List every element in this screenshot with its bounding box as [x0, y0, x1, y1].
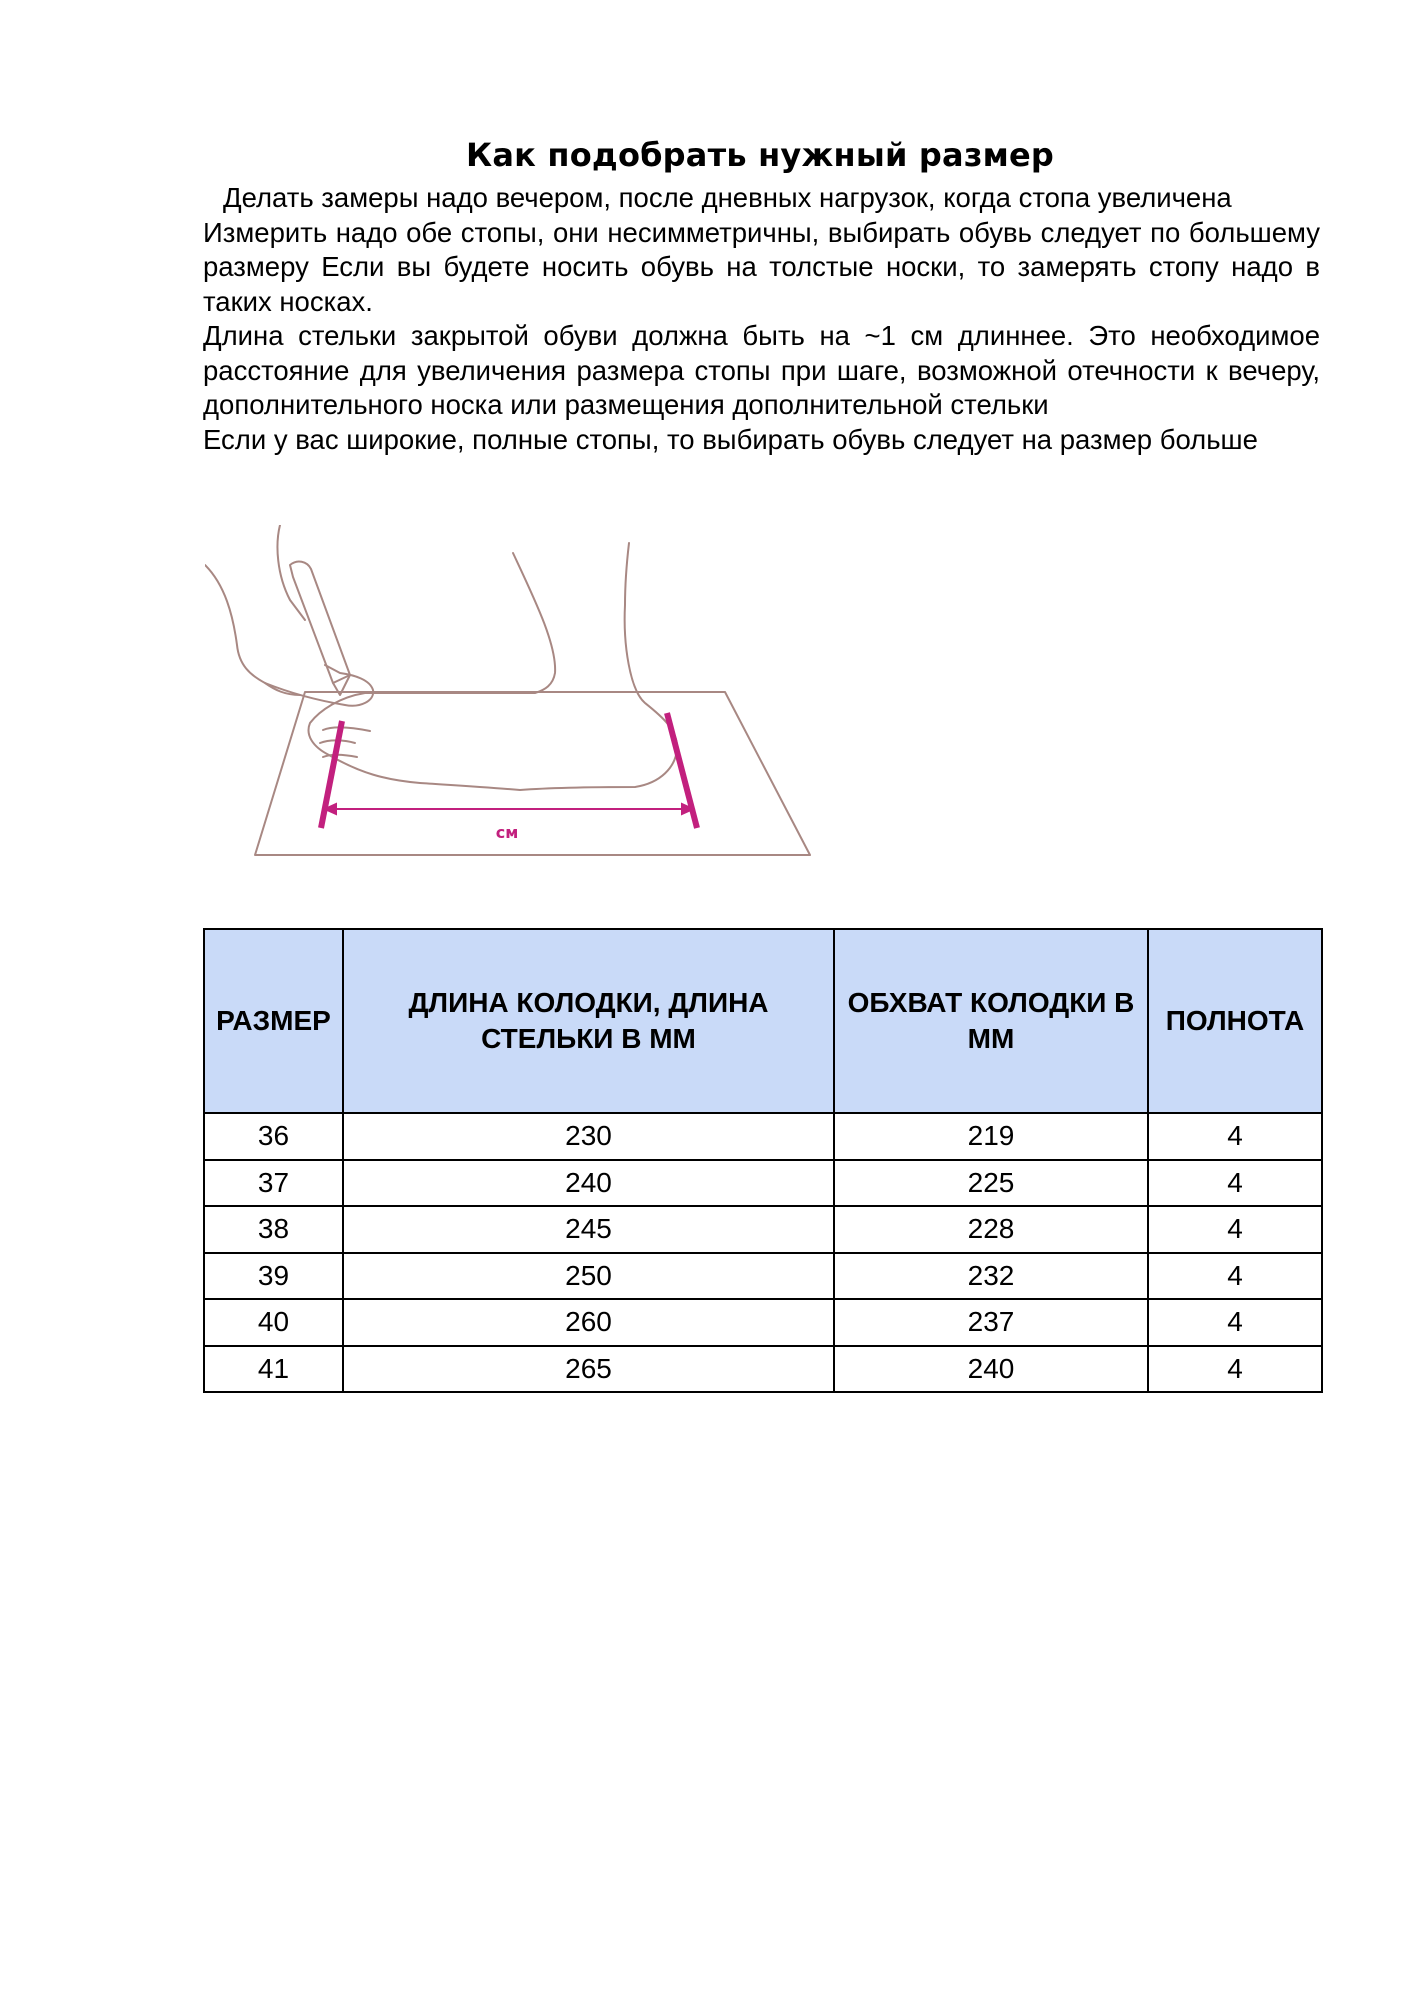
- paragraph-insole-length: Длина стельки закрытой обуви должна быть на ~1 см длиннее. Это необходимое расстояние для увеличения размера стопы при шаге, возможной отечности к вечеру, дополнительного носка или размещения дополнительной стельки: [203, 320, 1320, 420]
- cell-girth: 219: [834, 1113, 1148, 1160]
- cell-size: 38: [204, 1206, 343, 1253]
- cell-fullness: 4: [1148, 1206, 1322, 1253]
- header-length: ДЛИНА КОЛОДКИ, ДЛИНА СТЕЛЬКИ В ММ: [343, 929, 834, 1113]
- foot-outline: [309, 543, 678, 790]
- cell-fullness: 4: [1148, 1113, 1322, 1160]
- cell-length: 260: [343, 1299, 834, 1346]
- cell-size: 37: [204, 1160, 343, 1207]
- header-girth: ОБХВАТ КОЛОДКИ В ММ: [834, 929, 1148, 1113]
- cell-girth: 225: [834, 1160, 1148, 1207]
- table-row: [204, 1253, 1322, 1300]
- table-header-row: [204, 929, 1322, 1113]
- cell-girth: 240: [834, 1346, 1148, 1393]
- cell-length: 265: [343, 1346, 834, 1393]
- foot-measurement-illustration: [205, 525, 825, 865]
- table-row: [204, 1160, 1322, 1207]
- paragraph-evening: Делать замеры надо вечером, после дневных нагрузок, когда стопа увеличена: [223, 182, 1232, 213]
- header-fullness: ПОЛНОТА: [1148, 929, 1322, 1113]
- cell-size: 36: [204, 1113, 343, 1160]
- cell-fullness: 4: [1148, 1299, 1322, 1346]
- header-size: РАЗМЕР: [204, 929, 343, 1113]
- measure-label: см: [495, 823, 519, 842]
- cell-fullness: 4: [1148, 1253, 1322, 1300]
- table-row: [204, 1299, 1322, 1346]
- pencil: [290, 562, 350, 683]
- table-row: [204, 1346, 1322, 1393]
- cell-length: 250: [343, 1253, 834, 1300]
- page-title: Как подобрать нужный размер: [466, 136, 1054, 174]
- cell-length: 240: [343, 1160, 834, 1207]
- intro-text: [203, 181, 1320, 457]
- cell-size: 40: [204, 1299, 343, 1346]
- cell-fullness: 4: [1148, 1346, 1322, 1393]
- size-table: [203, 928, 1323, 1393]
- table-row: [204, 1113, 1322, 1160]
- cell-fullness: 4: [1148, 1160, 1322, 1207]
- paragraph-wide-feet: Если у вас широкие, полные стопы, то выбирать обувь следует на размер больше: [203, 423, 1258, 455]
- paragraph-both-feet: Измерить надо обе стопы, они несимметричны, выбирать обувь следует по большему размеру Если вы будете носить обувь на толстые носки, то замерять стопу надо в таких носках.: [203, 216, 1320, 317]
- table-row: [204, 1206, 1322, 1253]
- paper-sheet: [255, 692, 810, 855]
- cell-girth: 232: [834, 1253, 1148, 1300]
- cell-size: 39: [204, 1253, 343, 1300]
- cell-length: 230: [343, 1113, 834, 1160]
- cell-length: 245: [343, 1206, 834, 1253]
- cell-girth: 237: [834, 1299, 1148, 1346]
- cell-girth: 228: [834, 1206, 1148, 1253]
- cell-size: 41: [204, 1346, 343, 1393]
